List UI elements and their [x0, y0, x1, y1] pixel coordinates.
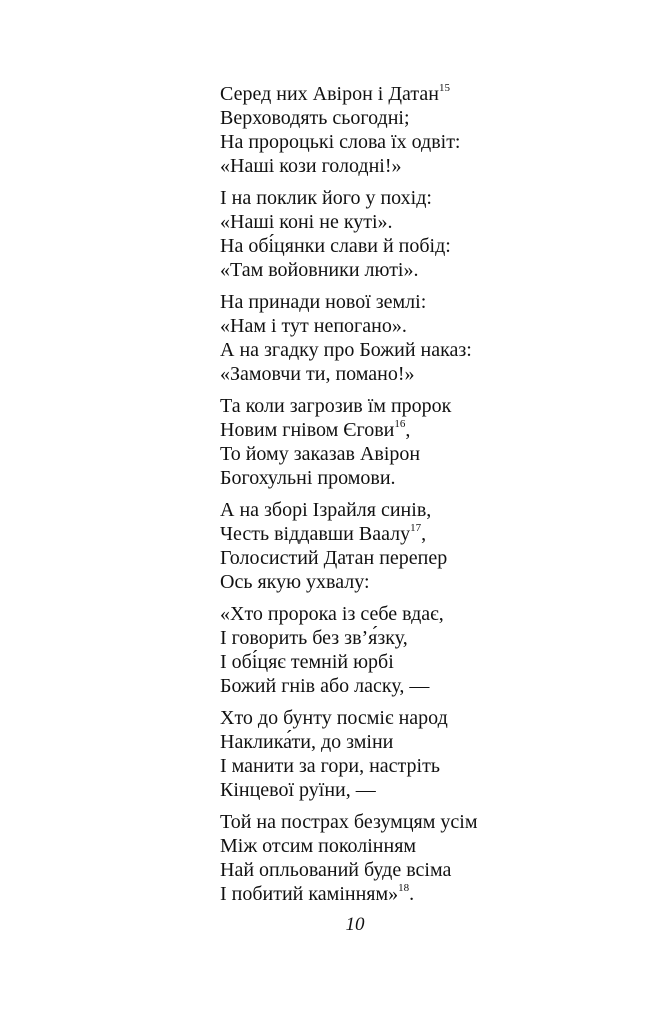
verse-text: Най опльований буде всіма	[220, 859, 452, 881]
verse-text: Той на пострах безумцям усім	[220, 811, 478, 833]
verse-line	[220, 186, 478, 210]
verse-text: «Наші кози голодні!»	[220, 155, 402, 177]
verse-line	[220, 106, 478, 130]
page-number: 10	[345, 914, 365, 935]
verse-text: А на зборі Ізрайля синів,	[220, 499, 432, 521]
verse-line	[220, 522, 478, 546]
verse-line	[220, 394, 478, 418]
verse-text: Та коли загрозив їм пророк	[220, 395, 452, 417]
footnote-marker: 15	[438, 82, 450, 94]
verse-text: Новим гнівом Єгови	[220, 419, 395, 441]
verse-text: І на поклик його у похід:	[220, 187, 432, 209]
verse-text: «Наші коні не куті».	[220, 211, 393, 233]
verse-line	[220, 466, 478, 490]
verse-line	[220, 650, 478, 674]
verse-text: Голосистий Датан перепер	[220, 547, 448, 569]
verse-line	[220, 418, 478, 442]
verse-line	[220, 546, 478, 570]
verse-text: Хто до бунту посміє народ	[220, 707, 448, 729]
stanza	[220, 498, 478, 594]
verse-text: І обі́цяє темній юрбі	[220, 651, 394, 673]
verse-line	[220, 234, 478, 258]
verse-text: «Замовчи ти, помано!»	[220, 363, 415, 385]
verse-text: Серед них Авірон і Датан	[220, 83, 439, 105]
verse-line	[220, 362, 478, 386]
verse-line	[220, 834, 478, 858]
verse-text: На принади нової землі:	[220, 291, 427, 313]
poem	[220, 82, 478, 914]
verse-line	[220, 258, 478, 282]
verse-line	[220, 810, 478, 834]
verse-punctuation: .	[409, 883, 415, 905]
verse-text: І манити за гори, настріть	[220, 755, 440, 777]
verse-line	[220, 442, 478, 466]
stanza	[220, 602, 478, 698]
stanza	[220, 706, 478, 802]
verse-text: «Нам і тут непогано».	[220, 315, 407, 337]
verse-line	[220, 674, 478, 698]
stanza	[220, 394, 478, 490]
verse-line	[220, 570, 478, 594]
verse-line	[220, 706, 478, 730]
verse-text: На пророцькі слова їх одвіт:	[220, 131, 461, 153]
verse-text: Наклика́ти, до зміни	[220, 731, 394, 753]
verse-punctuation: ,	[405, 419, 411, 441]
verse-text: То йому заказав Авірон	[220, 443, 421, 465]
verse-text: Кінцевої руїни, —	[220, 779, 376, 801]
verse-line	[220, 314, 478, 338]
stanza	[220, 810, 478, 906]
verse-text: Верховодять сьогодні;	[220, 107, 410, 129]
verse-line	[220, 498, 478, 522]
verse-text: Честь віддавши Ваалу	[220, 523, 411, 545]
verse-line	[220, 130, 478, 154]
verse-line	[220, 754, 478, 778]
footnote-marker: 16	[394, 418, 406, 430]
verse-text: І побитий камінням»	[220, 883, 399, 905]
stanza	[220, 290, 478, 386]
verse-text: І говорить без зв’я́зку,	[220, 627, 408, 649]
verse-text: Між отсим поколінням	[220, 835, 417, 857]
footnote-marker: 18	[398, 882, 410, 894]
verse-text: Ось якую ухвалу:	[220, 571, 370, 593]
verse-line	[220, 210, 478, 234]
footnote-marker: 17	[410, 522, 422, 534]
verse-line	[220, 778, 478, 802]
verse-line	[220, 338, 478, 362]
verse-line	[220, 730, 478, 754]
verse-line	[220, 882, 478, 906]
verse-line	[220, 602, 478, 626]
verse-line	[220, 290, 478, 314]
verse-text: А на згадку про Божий наказ:	[220, 339, 472, 361]
verse-text: «Хто пророка із себе вдає,	[220, 603, 444, 625]
verse-text: «Там войовники люті».	[220, 259, 419, 281]
stanza	[220, 186, 478, 282]
verse-text: Божий гнів або ласку, —	[220, 675, 430, 697]
verse-line	[220, 858, 478, 882]
verse-text: Богохульні промови.	[220, 467, 396, 489]
verse-line	[220, 626, 478, 650]
verse-text: На обі́цянки слави й побід:	[220, 235, 451, 257]
verse-punctuation: ,	[421, 523, 427, 545]
stanza	[220, 82, 478, 178]
verse-line	[220, 154, 478, 178]
verse-line	[220, 82, 478, 106]
